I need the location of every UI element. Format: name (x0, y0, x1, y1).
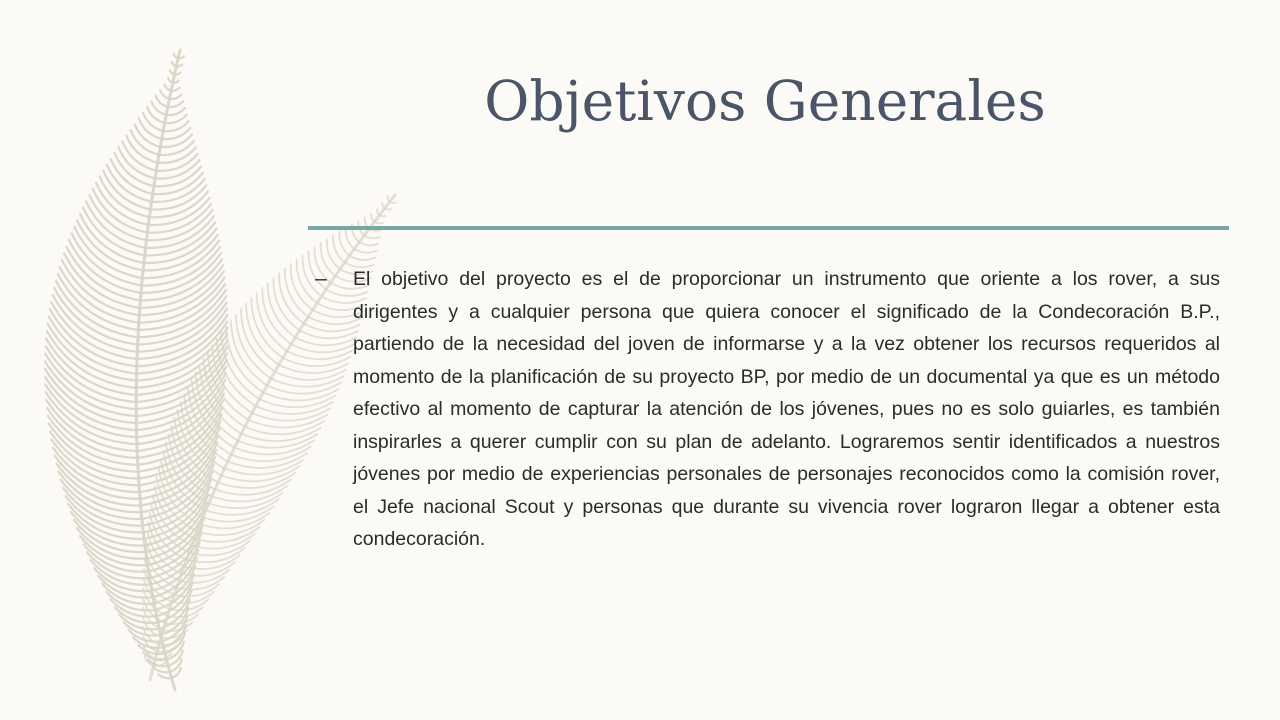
bullet-text: El objetivo del proyecto es el de proporcionar un instrumento que oriente a los rover, a sus dirigentes y a cualquier persona que quiera conocer el significado de la Condecoración B.P., partiendo de la necesidad del joven de informarse y a la vez obtener los recursos requeridos al momento de la planificación de su proyecto BP, por medio de un documental ya que es un método efectivo al momento de capturar la atención de los jóvenes, pues no es solo guiarles, es también inspirarles a querer cumplir con su plan de adelanto. Lograremos sentir identificados a nuestros jóvenes por medio de experiencias personales de personajes reconocidos como la comisión rover, el Jefe nacional Scout y personas que durante su vivencia rover lograron llegar a obtener esta condecoración. (353, 268, 1220, 550)
bullet-item (315, 263, 1220, 556)
page-title: Objetivos Generales (484, 69, 1046, 133)
title-divider (308, 226, 1229, 230)
bullet-marker: – (315, 267, 327, 290)
